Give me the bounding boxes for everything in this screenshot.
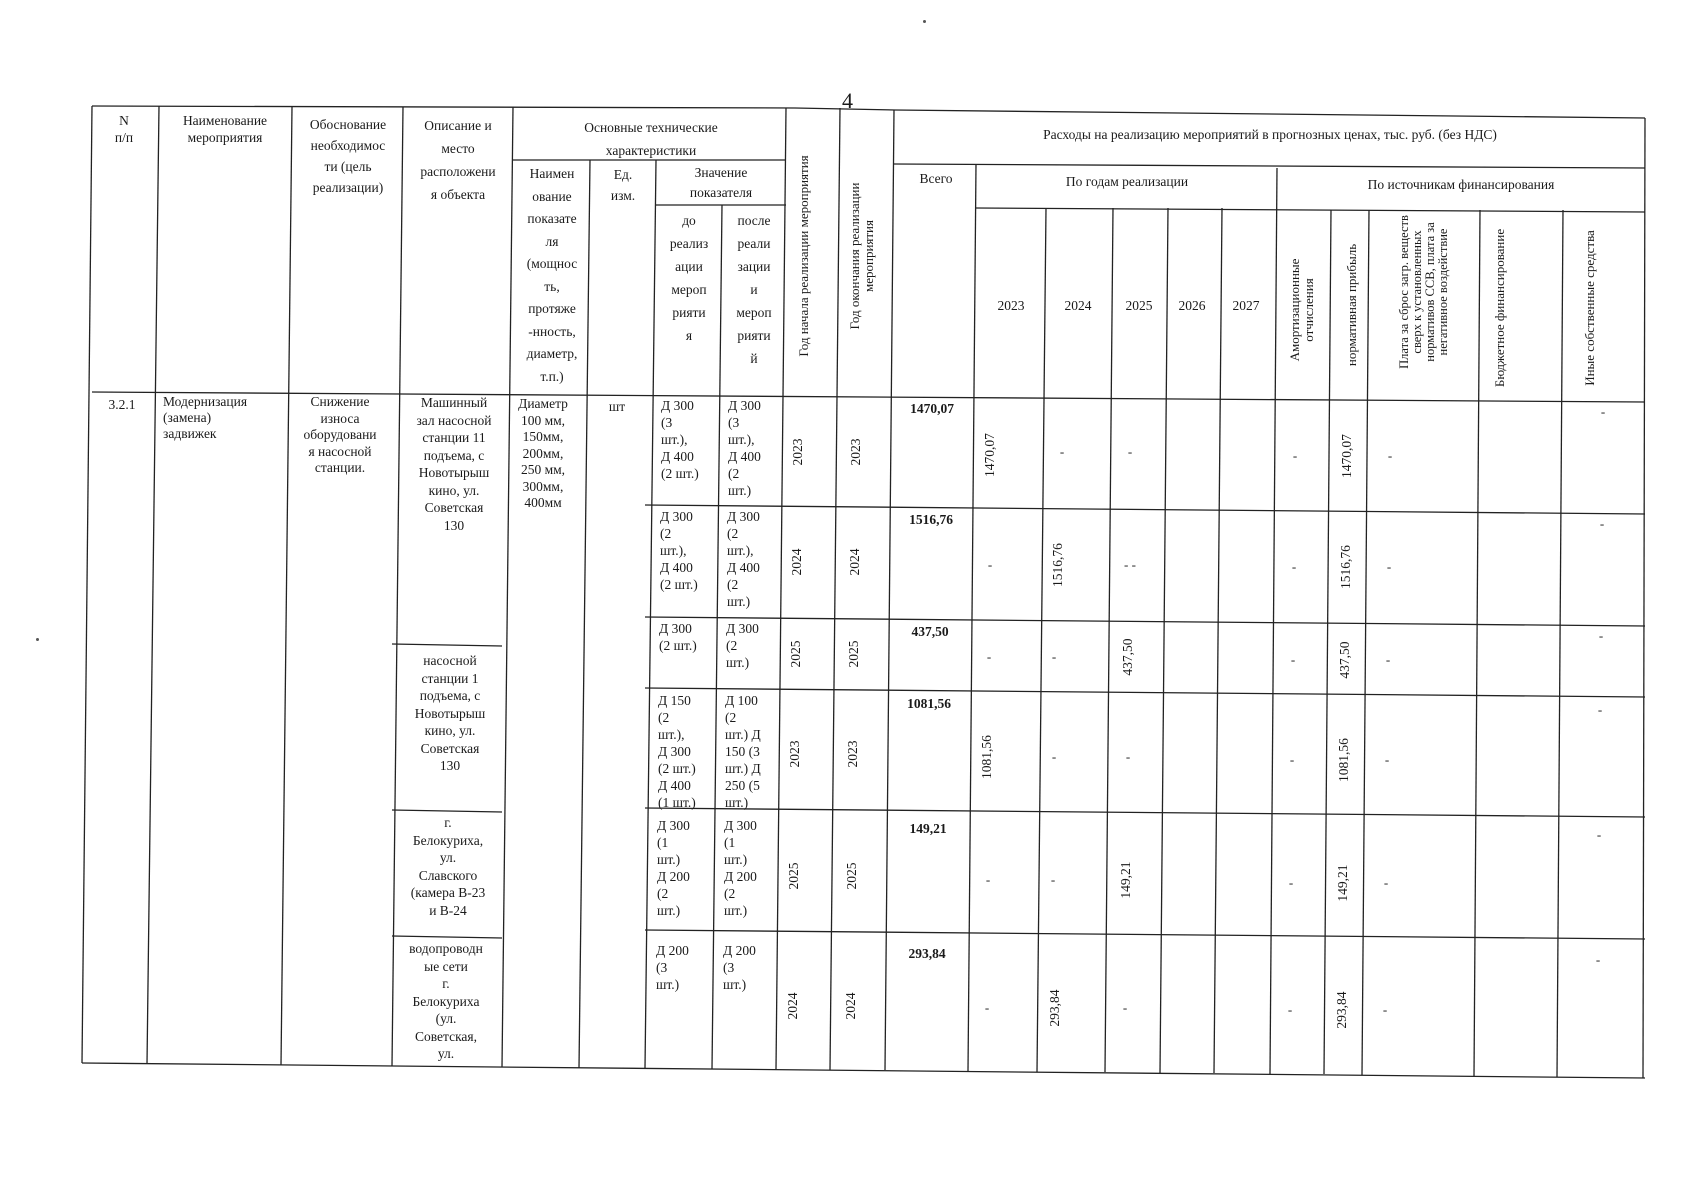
header-total: Всего <box>919 171 953 186</box>
row-2-y2024: 1516,76 <box>1050 543 1065 587</box>
row-6-profit: 293,84 <box>1334 991 1349 1029</box>
header-source-profit: нормативная прибыль <box>1344 243 1359 367</box>
row-2-start: 2024 <box>789 548 804 576</box>
header-start-year: Год начала реализации мероприятия <box>796 155 811 357</box>
header-by-source: По источникам финансирования <box>1367 177 1555 192</box>
row-6-y2024: 293,84 <box>1047 989 1062 1027</box>
row-3-fee: - <box>1385 652 1391 667</box>
row-6-y2023: - <box>984 1000 990 1015</box>
row-2-amort: - <box>1291 559 1297 574</box>
row-3-end: 2025 <box>846 640 861 668</box>
row-1-y2025: - <box>1127 444 1133 459</box>
header-before: до реализ ации мероп рияти я <box>669 213 709 343</box>
header-costs-group: Расходы на реализацию мероприятий в прогнозных ценах, тыс. руб. (без НДС) <box>1043 127 1497 142</box>
row-4-y2023: 1081,56 <box>979 735 994 779</box>
row-3-amort: - <box>1290 652 1296 667</box>
item-indicator: Диаметр 100 мм, 150мм, 200мм, 250 мм, 300мм, 400мм <box>518 396 568 510</box>
item-number: 3.2.1 <box>108 397 136 412</box>
header-tech-group: Основные технические характеристики <box>584 120 718 158</box>
row-2-y2025: - - <box>1124 557 1136 572</box>
row-3-start: 2025 <box>788 640 803 668</box>
row-5-before: Д 300 (1 шт.) Д 200 (2 шт.) <box>657 818 690 918</box>
row-6-amort: - <box>1287 1002 1293 1017</box>
row-1-amort: - <box>1292 448 1298 463</box>
row-3-profit: 437,50 <box>1337 641 1352 679</box>
row-4-total: 1081,56 <box>907 696 951 711</box>
header-year-2026: 2026 <box>1178 298 1206 313</box>
header-source-budget: Бюджетное финансирование <box>1492 228 1507 388</box>
header-source-amortization: Амортизационные отчисления <box>1287 258 1316 362</box>
item-unit: шт <box>608 399 626 414</box>
header-justification: Обоснование необходимос ти (цель реализации) <box>309 117 387 195</box>
row-6-start: 2024 <box>785 992 800 1020</box>
row-4-y2025: - <box>1125 749 1131 764</box>
header-year-2025: 2025 <box>1125 298 1153 313</box>
row-6-before: Д 200 (3 шт.) <box>656 943 689 992</box>
row-1-total: 1470,07 <box>910 401 954 416</box>
row-5-after: Д 300 (1 шт.) Д 200 (2 шт.) <box>724 818 757 918</box>
row-2-other: - <box>1599 516 1605 531</box>
row-5-fee: - <box>1383 875 1389 890</box>
header-unit: Ед. изм. <box>610 167 636 203</box>
row-4-y2024: - <box>1051 749 1057 764</box>
row-5-start: 2025 <box>786 862 801 890</box>
scan-speck <box>36 638 39 641</box>
row-2-end: 2024 <box>847 548 862 576</box>
header-year-2024: 2024 <box>1064 298 1092 313</box>
row-3-y2025: 437,50 <box>1120 638 1135 676</box>
row-1-fee: - <box>1387 448 1393 463</box>
item-justification: Снижение износа оборудовани я насосной станции. <box>303 394 377 475</box>
row-4-after: Д 100 (2 шт.) Д 150 (3 шт.) Д 250 (5 шт.) <box>725 693 761 810</box>
row-6-total: 293,84 <box>908 946 946 961</box>
row-3-total: 437,50 <box>911 624 949 639</box>
row-1-start: 2023 <box>790 438 805 466</box>
page-number: 4 <box>842 88 853 113</box>
row-3-y2023: - <box>986 649 992 664</box>
row-2-y2023: - <box>987 557 993 572</box>
description-4: водопроводн ые сети г. Белокуриха (ул. Советская, ул. <box>409 941 483 1061</box>
row-3-before: Д 300 (2 шт.) <box>659 621 697 653</box>
row-1-before: Д 300 (3 шт.), Д 400 (2 шт.) <box>661 398 699 481</box>
row-6-end: 2024 <box>843 992 858 1020</box>
row-5-y2024: - <box>1050 872 1056 887</box>
row-6-fee: - <box>1382 1002 1388 1017</box>
header-description: Описание и место расположени я объекта <box>420 118 496 202</box>
header-after: после реали зации и мероп рияти й <box>736 213 772 366</box>
row-6-other: - <box>1595 952 1601 967</box>
row-1-end: 2023 <box>848 438 863 466</box>
row-2-after: Д 300 (2 шт.), Д 400 (2 шт.) <box>727 509 760 609</box>
header-by-year: По годам реализации <box>1065 174 1189 189</box>
row-4-fee: - <box>1384 752 1390 767</box>
row-1-profit: 1470,07 <box>1339 434 1354 478</box>
header-end-year: Год окончания реализации мероприятия <box>847 182 876 330</box>
row-5-other: - <box>1596 827 1602 842</box>
header-source-other: Иные собственные средства <box>1582 230 1597 386</box>
row-1-y2024: - <box>1059 444 1065 459</box>
header-indicator-name: Наимен ование показате ля (мощнос ть, протяже -нность, диаметр, т.п.) <box>526 166 578 384</box>
scan-speck <box>923 20 926 23</box>
description-1: Машинный зал насосной станции 11 подъема, с Новотырыш кино, ул. Советская 130 <box>416 395 492 533</box>
header-num: N п/п <box>114 113 134 145</box>
row-5-amort: - <box>1288 875 1294 890</box>
header-value-group: Значение показателя <box>689 165 753 200</box>
row-2-before: Д 300 (2 шт.), Д 400 (2 шт.) <box>660 509 698 592</box>
row-5-total: 149,21 <box>909 821 947 836</box>
header-name: Наименование мероприятия <box>182 113 268 145</box>
row-4-profit: 1081,56 <box>1336 738 1351 782</box>
row-5-y2025: 149,21 <box>1118 861 1133 899</box>
header-year-2027: 2027 <box>1232 298 1260 313</box>
row-4-end: 2023 <box>845 740 860 768</box>
row-2-fee: - <box>1386 559 1392 574</box>
row-1-other: - <box>1600 404 1606 419</box>
row-3-after: Д 300 (2 шт.) <box>726 621 759 670</box>
row-6-y2025: - <box>1122 1000 1128 1015</box>
row-4-before: Д 150 (2 шт.), Д 300 (2 шт.) Д 400 (1 шт.) <box>658 693 696 810</box>
row-2-total: 1516,76 <box>909 512 953 527</box>
row-4-amort: - <box>1289 752 1295 767</box>
row-5-end: 2025 <box>844 862 859 890</box>
row-2-profit: 1516,76 <box>1338 545 1353 589</box>
row-4-start: 2023 <box>787 740 802 768</box>
row-3-y2024: - <box>1051 649 1057 664</box>
header-year-2023: 2023 <box>997 298 1025 313</box>
row-5-y2023: - <box>985 872 991 887</box>
description-3: г. Белокуриха, ул. Славского (камера В-23 и В-24 <box>410 815 486 918</box>
row-1-y2023: 1470,07 <box>982 433 997 477</box>
header-source-fee: Плата за сброс загр. веществ сверх к установленных нормативов ССВ, плата за негативное воздействие <box>1397 215 1450 369</box>
row-1-after: Д 300 (3 шт.), Д 400 (2 шт.) <box>728 398 761 498</box>
row-6-after: Д 200 (3 шт.) <box>723 943 756 992</box>
description-2: насосной станции 1 подъема, с Новотырыш кино, ул. Советская 130 <box>414 653 486 773</box>
row-5-profit: 149,21 <box>1335 864 1350 902</box>
row-3-other: - <box>1598 628 1604 643</box>
item-name: Модернизация (замена) задвижек <box>163 394 248 441</box>
row-4-other: - <box>1597 702 1603 717</box>
